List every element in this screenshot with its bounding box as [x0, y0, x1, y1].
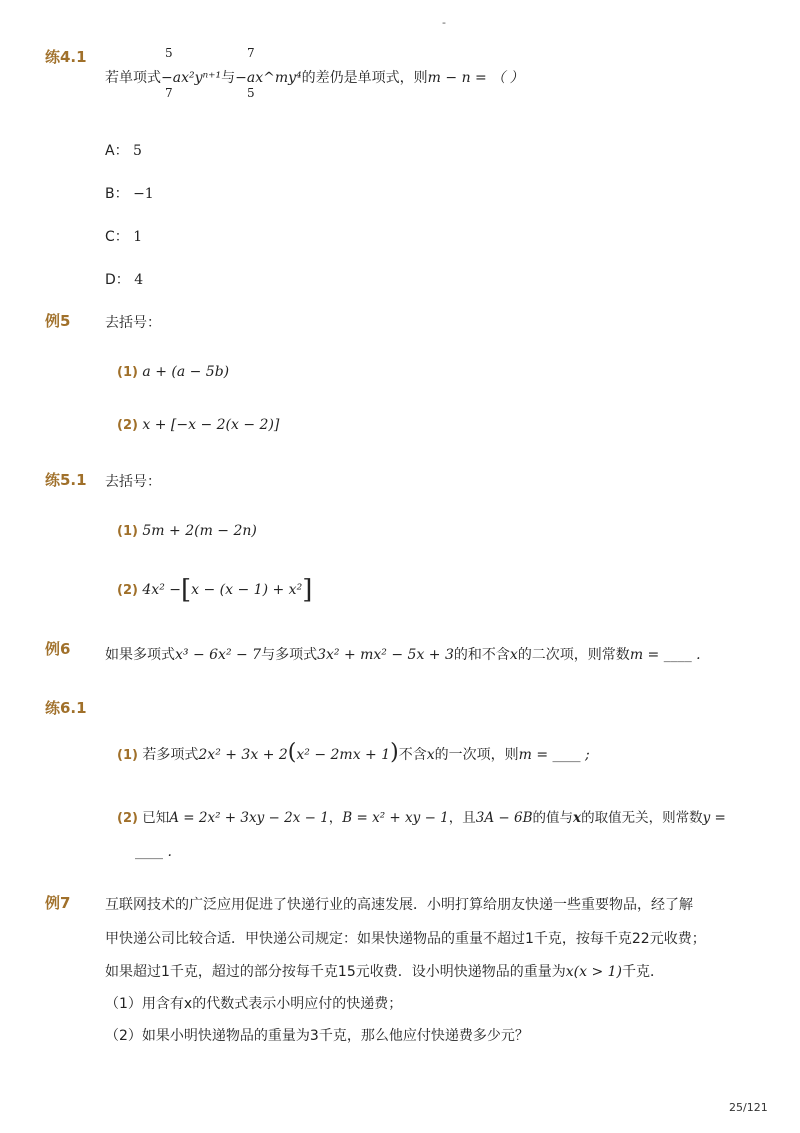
option-b[interactable]: B： −1	[105, 186, 154, 202]
example-label-5: 例5	[45, 312, 71, 330]
ex51-part-2: (2) 4x² −[x − (x − 1) + x²]	[117, 575, 313, 605]
ex5-part-2: (2) x + [−x − 2(x − 2)]	[117, 417, 280, 433]
q41-text-post: 的差仍是单项式，则	[301, 70, 428, 86]
q41-term-2: −ax^my⁴	[235, 70, 302, 86]
ex51-instruction: 去括号：	[105, 474, 161, 490]
ex7-line-2: 甲快递公司比较合适．甲快递公司规定：如果快递物品的重量不超过1千克，按每千克22元收费；	[105, 931, 706, 947]
option-d[interactable]: D： 4	[105, 272, 144, 288]
ex61-part-2: (2) 已知A = 2x² + 3xy − 2x − 1，B = x² + xy − 1，且3A − 6B的值与x的取值无关，则常数y =	[117, 810, 726, 826]
fraction-numerator-2: 7	[247, 46, 255, 60]
ex7-line-1: 互联网技术的广泛应用促进了快递行业的高速发展．小明打算给朋友快递一些重要物品，经了解	[105, 897, 693, 913]
q41-term-1: −ax²yⁿ⁺¹	[161, 70, 222, 86]
fraction-denominator-1: 7	[165, 86, 173, 100]
ex7-question-1: （1）用含有x的代数式表示小明应付的快递费；	[105, 996, 403, 1012]
ex7-line-3: 如果超过1千克，超过的部分按每千克15元收费．设小明快递物品的重量为x(x > 1)千克．	[105, 964, 664, 980]
option-c[interactable]: C： 1	[105, 229, 143, 245]
fraction-denominator-2: 5	[247, 86, 255, 100]
example-label-7: 例7	[45, 894, 71, 912]
question-4-1	[105, 67, 524, 87]
option-a[interactable]: A： 5	[105, 143, 142, 159]
fraction-numerator-1: 5	[165, 46, 173, 60]
q41-expression: m − n = （ ）	[427, 70, 524, 86]
header-mark: -	[442, 16, 446, 29]
ex6-question: 如果多项式x³ − 6x² − 7与多项式3x² + mx² − 5x + 3的和不含x的二次项，则常数m = ____ .	[105, 647, 701, 663]
ex7-question-2: （2）如果小明快递物品的重量为3千克，那么他应付快递费多少元？	[105, 1028, 529, 1044]
example-label-6: 例6	[45, 640, 71, 658]
q41-text-mid: 与	[221, 70, 236, 86]
q41-text-pre: 若单项式	[105, 70, 161, 86]
ex61-part-2-blank: ____ .	[135, 844, 172, 860]
ex5-instruction: 去括号：	[105, 315, 161, 331]
exercise-label-5-1: 练5.1	[45, 471, 87, 489]
exercise-label-4-1: 练4.1	[45, 48, 87, 66]
ex61-part-1: (1) 若多项式2x² + 3x + 2(x² − 2mx + 1)不含x的一次项，则m = ____ ;	[117, 740, 590, 765]
ex51-part-1: (1) 5m + 2(m − 2n)	[117, 523, 257, 539]
exercise-label-6-1: 练6.1	[45, 699, 87, 717]
page-number: 25/121	[729, 1101, 768, 1114]
ex5-part-1: (1) a + (a − 5b)	[117, 364, 230, 380]
